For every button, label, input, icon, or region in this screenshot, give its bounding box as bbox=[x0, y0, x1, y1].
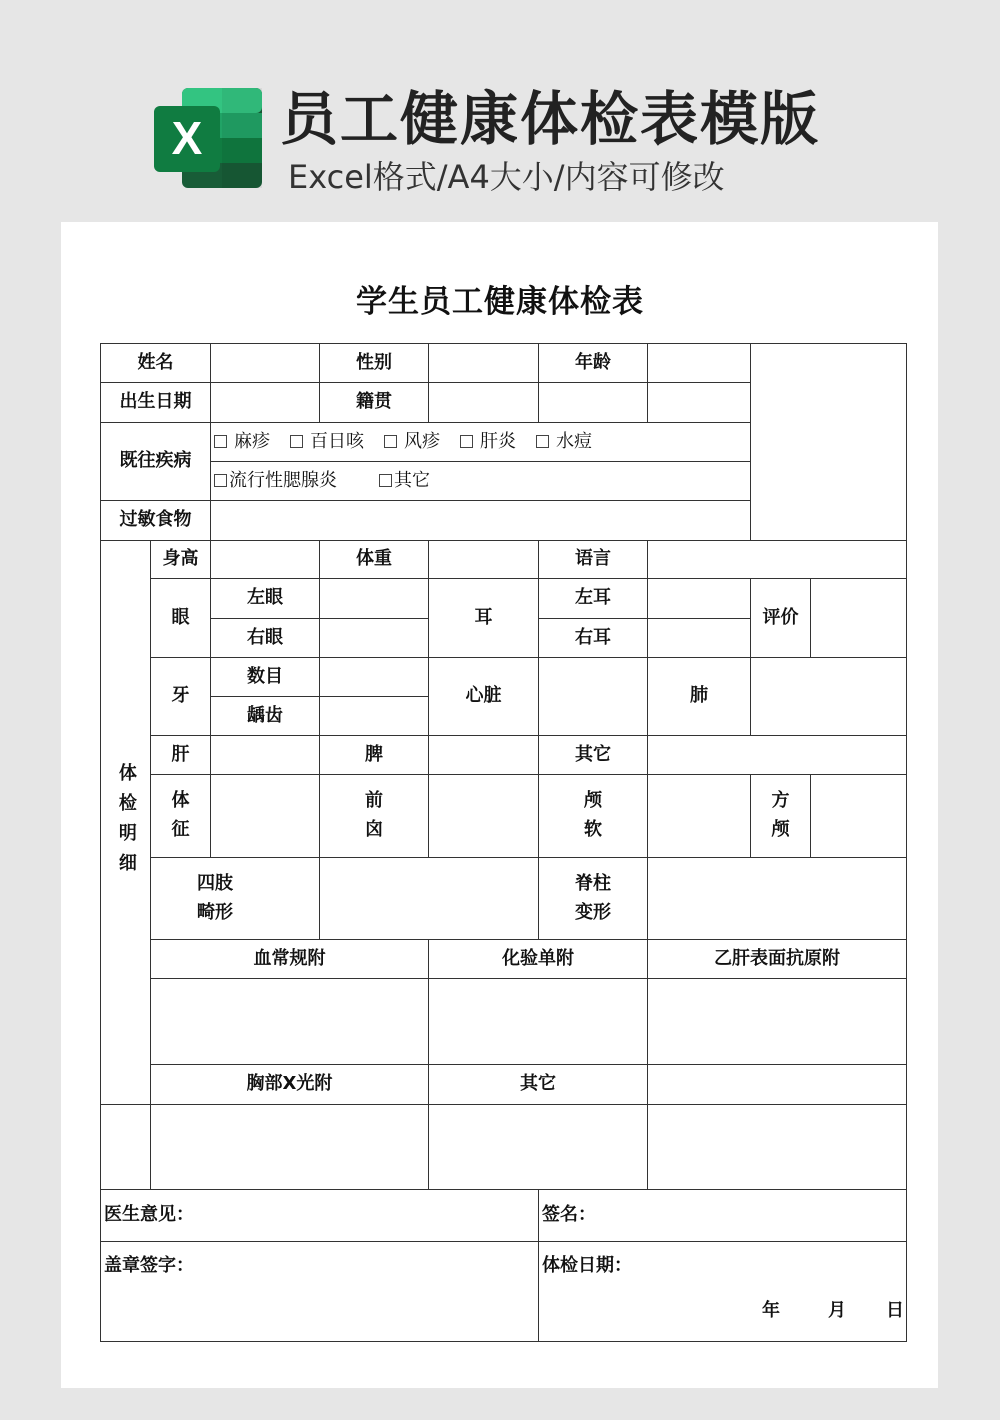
label-line: 颅 bbox=[584, 790, 602, 812]
label-heart: 心脏 bbox=[428, 657, 539, 736]
left-eye-input[interactable] bbox=[319, 578, 429, 619]
label-signature: 签名： bbox=[542, 1204, 596, 1226]
doctor-opinion-field[interactable] bbox=[100, 1189, 539, 1242]
illness-label: 其它 bbox=[394, 469, 430, 491]
blank-cell[interactable] bbox=[647, 1104, 907, 1190]
label-line: 囟 bbox=[365, 819, 383, 840]
sub-title: Excel格式/A4大小/内容可修改 bbox=[288, 158, 725, 196]
label-blood-routine: 血常规附 bbox=[150, 939, 429, 979]
illness-option[interactable] bbox=[379, 467, 430, 496]
physical-sign-input[interactable] bbox=[210, 774, 320, 858]
spine-input[interactable] bbox=[647, 857, 907, 940]
illness-label: 水痘 bbox=[556, 430, 592, 452]
signature-field[interactable] bbox=[538, 1189, 907, 1242]
label-weight: 体重 bbox=[319, 540, 429, 579]
birth-date-input[interactable] bbox=[210, 382, 320, 423]
illness-row-1 bbox=[210, 422, 751, 462]
illness-option[interactable] bbox=[460, 428, 516, 457]
label-line: 软 bbox=[584, 819, 602, 840]
right-ear-input[interactable] bbox=[647, 618, 751, 658]
left-ear-input[interactable] bbox=[647, 578, 751, 619]
exam-date-field[interactable] bbox=[538, 1241, 907, 1342]
illness-option[interactable] bbox=[384, 428, 440, 457]
exam-detail-text: 体检明细 bbox=[115, 762, 137, 883]
checkbox[interactable] bbox=[214, 474, 227, 487]
label-evaluation: 评价 bbox=[750, 578, 811, 658]
limbs-input[interactable] bbox=[319, 857, 539, 940]
label-line: 体 bbox=[171, 790, 190, 812]
label-lab-report: 化验单附 bbox=[428, 939, 648, 979]
label-line: 颅 bbox=[771, 819, 790, 840]
label-line: 前 bbox=[365, 790, 383, 812]
language-input[interactable] bbox=[647, 540, 907, 579]
checkbox[interactable] bbox=[290, 435, 303, 448]
label-exam-detail bbox=[100, 540, 151, 1105]
label-line: 变形 bbox=[575, 901, 611, 923]
label-hbsag: 乙肝表面抗原附 bbox=[647, 939, 907, 979]
label-skull-soft bbox=[538, 774, 648, 858]
illness-option[interactable] bbox=[536, 428, 592, 457]
name-input[interactable] bbox=[210, 343, 320, 383]
blank-cell[interactable] bbox=[647, 1064, 907, 1105]
label-native-place: 籍贯 bbox=[319, 382, 429, 423]
label-year: 年 bbox=[762, 1300, 780, 1321]
label-doctor-opinion: 医生意见： bbox=[104, 1204, 194, 1226]
form-title: 学生员工健康体检表 bbox=[356, 284, 644, 320]
checkbox[interactable] bbox=[536, 435, 549, 448]
illness-option[interactable] bbox=[290, 428, 364, 457]
label-right-ear: 右耳 bbox=[538, 618, 648, 658]
age-input[interactable] bbox=[647, 343, 751, 383]
label-right-eye: 右眼 bbox=[210, 618, 320, 658]
label-physical-sign bbox=[150, 774, 211, 858]
label-line: 四肢 bbox=[197, 872, 233, 894]
weight-input[interactable] bbox=[428, 540, 539, 579]
label-month: 月 bbox=[828, 1300, 846, 1321]
blank-cell[interactable] bbox=[538, 382, 648, 423]
label-exam-date: 体检日期： bbox=[542, 1255, 632, 1276]
illness-label: 肝炎 bbox=[480, 430, 516, 452]
label-line: 方 bbox=[771, 790, 790, 812]
label-spleen: 脾 bbox=[319, 735, 429, 775]
other-attachment[interactable] bbox=[428, 1104, 648, 1190]
gender-input[interactable] bbox=[428, 343, 539, 383]
allergy-food-input[interactable] bbox=[210, 500, 751, 541]
lab-report-attachment[interactable] bbox=[428, 978, 648, 1065]
label-past-illness: 既往疾病 bbox=[100, 422, 211, 501]
fontanel-input[interactable] bbox=[428, 774, 539, 858]
skull-soft-input[interactable] bbox=[647, 774, 751, 858]
label-allergy-food: 过敏食物 bbox=[100, 500, 211, 541]
native-place-input[interactable] bbox=[428, 382, 539, 423]
label-teeth-count: 数目 bbox=[210, 657, 320, 697]
other-input[interactable] bbox=[647, 735, 907, 775]
illness-label: 风疹 bbox=[404, 430, 440, 452]
checkbox[interactable] bbox=[214, 435, 227, 448]
label-spine bbox=[538, 857, 648, 940]
chest-xray-attachment[interactable] bbox=[150, 1104, 429, 1190]
blank-cell[interactable] bbox=[100, 1104, 151, 1190]
right-eye-input[interactable] bbox=[319, 618, 429, 658]
label-left-ear: 左耳 bbox=[538, 578, 648, 619]
label-eye: 眼 bbox=[150, 578, 211, 658]
label-birth-date: 出生日期 bbox=[100, 382, 211, 423]
label-line: 脊柱 bbox=[575, 872, 611, 894]
evaluation-input[interactable] bbox=[810, 578, 907, 658]
blank-cell[interactable] bbox=[647, 382, 751, 423]
checkbox[interactable] bbox=[379, 474, 392, 487]
label-line: 征 bbox=[171, 819, 190, 840]
label-caries: 龋齿 bbox=[210, 696, 320, 736]
height-input[interactable] bbox=[210, 540, 320, 579]
lung-input[interactable] bbox=[750, 657, 907, 736]
square-skull-input[interactable] bbox=[810, 774, 907, 858]
illness-option[interactable] bbox=[214, 467, 337, 496]
date-placeholder bbox=[762, 1296, 904, 1322]
spleen-input[interactable] bbox=[428, 735, 539, 775]
label-fontanel bbox=[319, 774, 429, 858]
label-height: 身高 bbox=[150, 540, 211, 579]
heart-input[interactable] bbox=[538, 657, 648, 736]
label-teeth: 牙 bbox=[150, 657, 211, 736]
label-line: 畸形 bbox=[197, 901, 233, 923]
label-limbs bbox=[150, 857, 320, 940]
label-left-eye: 左眼 bbox=[210, 578, 320, 619]
label-gender: 性别 bbox=[319, 343, 429, 383]
hbsag-attachment[interactable] bbox=[647, 978, 907, 1065]
label-stamp-signature: 盖章签字： bbox=[104, 1255, 194, 1276]
label-language: 语言 bbox=[538, 540, 648, 579]
illness-row-2 bbox=[210, 461, 751, 501]
label-age: 年龄 bbox=[538, 343, 648, 383]
caries-input[interactable] bbox=[319, 696, 429, 736]
label-square-skull bbox=[750, 774, 811, 858]
label-other: 其它 bbox=[538, 735, 648, 775]
liver-input[interactable] bbox=[210, 735, 320, 775]
stamp-signature-field[interactable] bbox=[100, 1241, 539, 1342]
checkbox[interactable] bbox=[384, 435, 397, 448]
illness-option[interactable] bbox=[214, 428, 270, 457]
label-day: 日 bbox=[886, 1300, 904, 1321]
label-chest-xray: 胸部X光附 bbox=[150, 1064, 429, 1105]
label-ear: 耳 bbox=[428, 578, 539, 658]
illness-label: 麻疹 bbox=[234, 430, 270, 452]
label-other-attach: 其它 bbox=[428, 1064, 648, 1105]
excel-logo-letter: X bbox=[171, 112, 203, 164]
label-name: 姓名 bbox=[100, 343, 211, 383]
label-liver: 肝 bbox=[150, 735, 211, 775]
label-lung: 肺 bbox=[647, 657, 751, 736]
checkbox[interactable] bbox=[460, 435, 473, 448]
blood-routine-attachment[interactable] bbox=[150, 978, 429, 1065]
photo-box[interactable] bbox=[750, 343, 907, 541]
illness-label: 流行性腮腺炎 bbox=[229, 469, 337, 491]
teeth-count-input[interactable] bbox=[319, 657, 429, 697]
main-title: 员工健康体检表模版 bbox=[280, 85, 821, 153]
illness-label: 百日咳 bbox=[310, 430, 364, 452]
